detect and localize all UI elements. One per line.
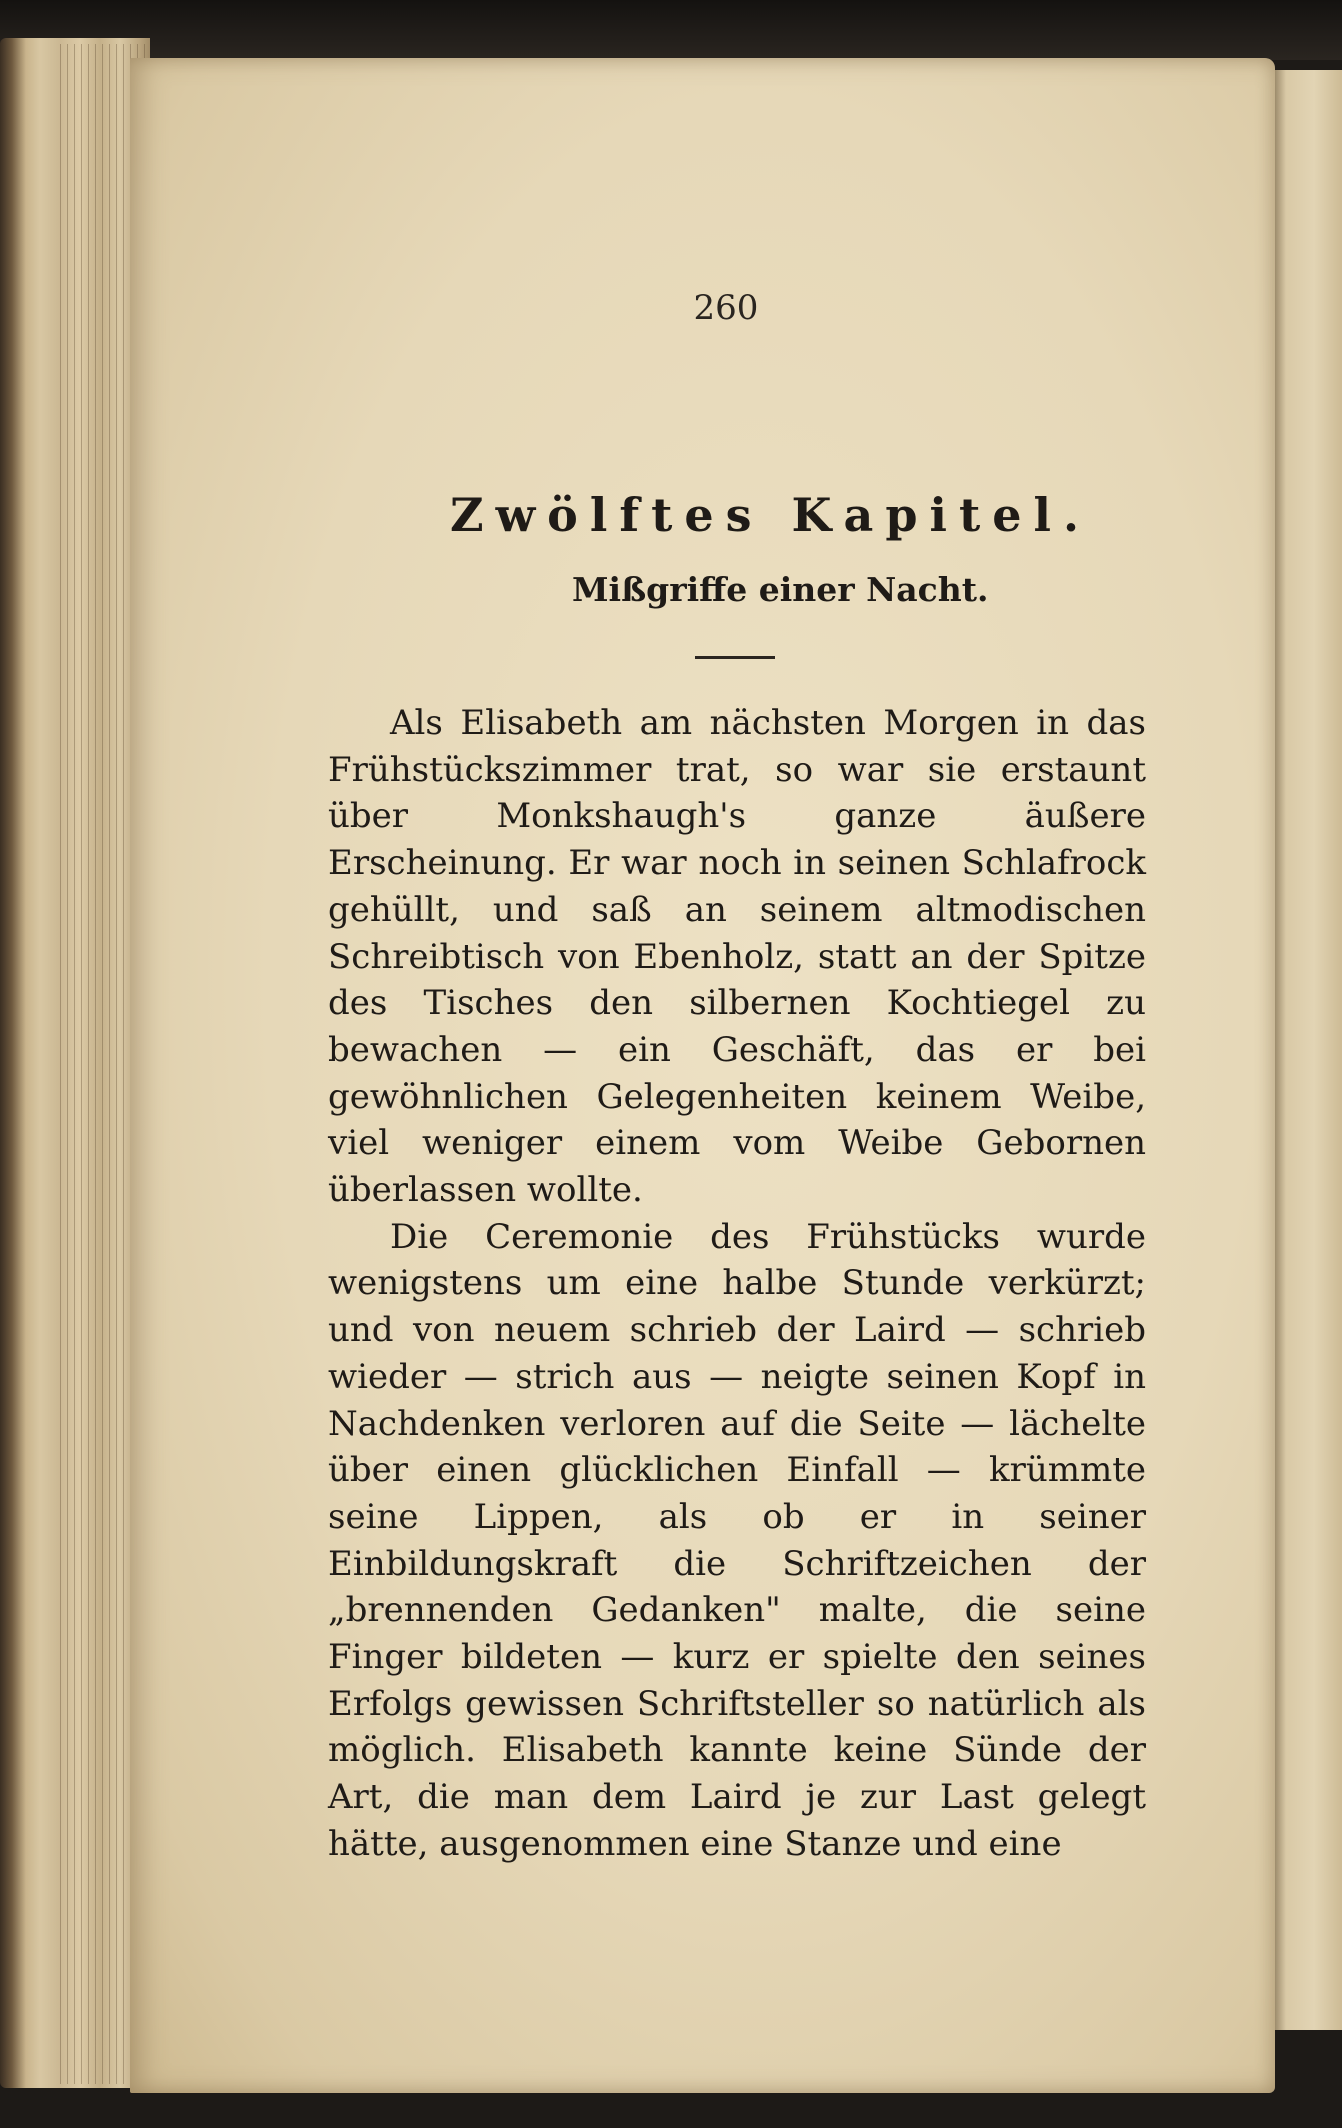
- paragraph: Als Elisabeth am nächsten Morgen in das Frühstückszimmer trat, so war sie erstaunt über Monkshaugh's ganze äußere Erscheinung. Er war noch in seinen Schlafrock gehüllt, und saß an seinem altmodischen Schreibtisch von Ebenholz, statt an der Spitze des Tisches den silbernen Kochtiegel zu bewachen — ein Geschäft, das er bei gewöhnlichen Gelegenheiten keinem Weibe, viel weniger einem vom Weibe Gebornen überlassen wollte.: [328, 703, 1146, 1211]
- page-number: 260: [693, 288, 759, 328]
- chapter-subtitle: Mißgriffe einer Nacht.: [572, 570, 989, 609]
- paragraph: Die Ceremonie des Frühstücks wurde wenigstens um eine halbe Stunde verkürzt; und von neuem schrieb der Laird — schrieb wieder — strich aus — neigte seinen Kopf in Nachdenken verloren auf die Seite — lächelte über einen glücklichen Einfall — krümmte seine Lippen, als ob er in seiner Einbildungskraft die Schriftzeichen der „brennenden Gedanken" malte, die seine Finger bildeten — kurz er spielte den seines Erfolgs gewissen Schriftsteller so natürlich als möglich. Elisabeth kannte keine Sünde der Art, die man dem Laird je zur Last gelegt hätte, ausgenommen eine Stanze und eine: [328, 1216, 1146, 1864]
- facing-page-edge: [1272, 70, 1342, 2030]
- body-text: [328, 700, 1146, 1868]
- title-divider: [695, 656, 775, 659]
- chapter-title: Zwölftes Kapitel.: [450, 488, 1091, 542]
- background-top: [0, 0, 1342, 60]
